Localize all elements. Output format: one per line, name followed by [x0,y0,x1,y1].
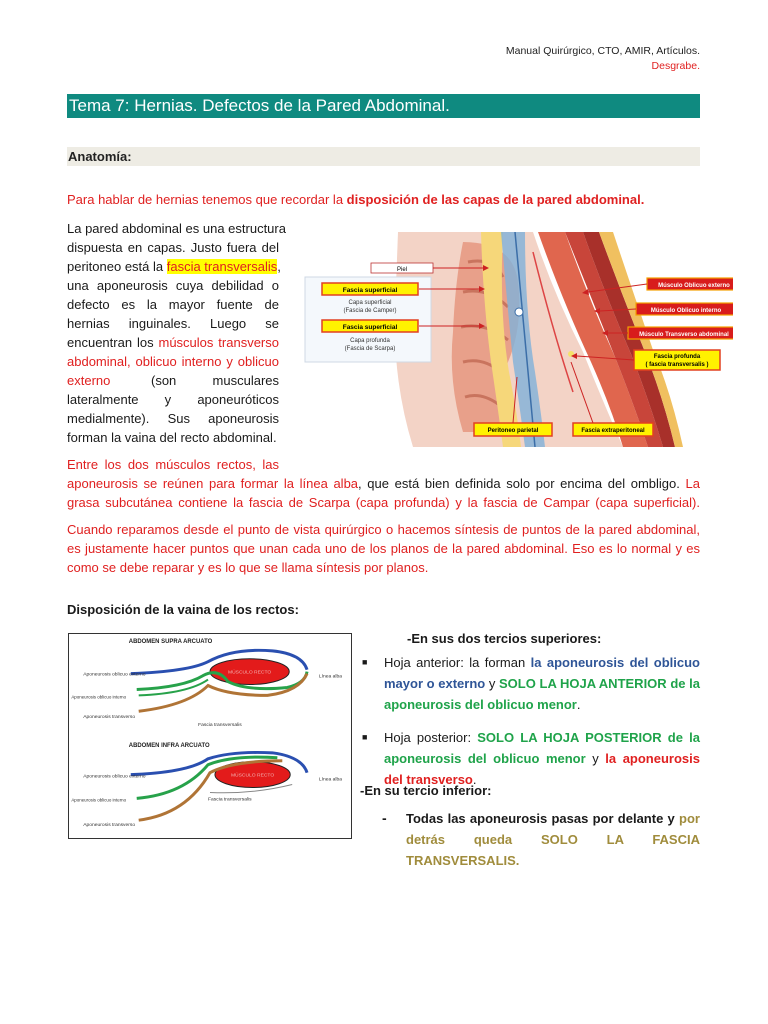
svg-text:Aponeurosis oblicuo interno: Aponeurosis oblicuo interno [71,797,127,803]
upper-thirds-heading: -En sus dos tercios superiores: [407,631,602,646]
label-musculo-recto-bottom: MÚSCULO RECTO [230,773,275,779]
svg-text:Fascia transversalis: Fascia transversalis [198,723,242,729]
svg-text:Aponeurosis transverso: Aponeurosis transverso [83,715,136,721]
svg-text:Aponeurosis transverso: Aponeurosis transverso [83,823,136,829]
intro-paragraph: Para hablar de hernias tenemos que recordar la disposición de las capas de la pared abdominal. [67,192,645,207]
paragraph-sintesis: Cuando reparamos desde el punto de vista quirúrgico o hacemos síntesis de puntos de la pared abdominal, es justamente hacer puntos que unan cada uno de los planos de la pared abdominal. Eso es lo normal y es como se debe reparar y es lo que se llama síntesis por planos. [67,522,700,575]
page-header [506,44,700,74]
svg-text:Línea alba: Línea alba [318,674,343,680]
label-fascia-superficial-2: Fascia superficial [342,324,398,331]
label-fascia-profunda: Fascia profunda [653,354,701,360]
abdominal-wall-figure [303,232,733,447]
svg-text:Capa superficial: Capa superficial [348,300,392,306]
label-fascia-superficial-1: Fascia superficial [342,287,398,294]
section-heading: Anatomía: [67,147,700,166]
rectus-sheath-figure [68,633,352,839]
label-peritoneo: Peritoneo parietal [487,428,539,434]
page-title: Tema 7: Hernias. Defectos de la Pared Abdominal. [67,94,700,118]
label-oblicuo-externo: Músculo Oblicuo externo [658,283,730,289]
svg-text:(Fascia de Scarpa): (Fascia de Scarpa) [344,346,396,352]
list-item: ■ Hoja posterior: SOLO LA HOJA POSTERIOR de la aponeurosis del oblicuo menor y la aponeurosis del transverso. [362,727,700,790]
svg-text:( fascia transversalis ): ( fascia transversalis ) [645,362,709,368]
label-musculo-recto-top: MÚSCULO RECTO [227,670,272,676]
square-bullet-icon: ■ [362,657,368,667]
dash-bullet-icon: - [382,810,387,826]
label-oblicuo-interno: Músculo Oblicuo interno [650,308,722,314]
header-source: Manual Quirúrgico, CTO, AMIR, Artículos. [505,45,700,57]
upper-bullets [362,652,700,790]
svg-text:Aponeurosis oblicuo externo: Aponeurosis oblicuo externo [83,774,146,780]
label-extraperitoneal: Fascia extraperitoneal [581,428,645,434]
list-item: - Todas las aponeurosis pasas por delante y por detrás queda SOLO LA FASCIA TRANSVERSALIS. [382,808,700,871]
paragraph-linea-alba: Entre los dos músculos rectos, las aponeurosis se reúnen para formar la línea alba, que está bien definida solo por encima del ombligo. La grasa subcutánea contiene la fascia de Scarpa (capa profunda) y la fascia de Campar (capa superficial). [67,457,700,510]
lower-bullets [382,808,700,871]
svg-text:Capa profunda: Capa profunda [350,338,390,344]
lower-third-heading: -En su tercio inferior: [360,783,492,798]
sheath-heading: Disposición de la vaina de los rectos: [67,602,299,617]
label-transverso: Músculo Transverso abdominal [639,332,729,338]
left-column-text: La pared abdominal es una estructura dispuesta en capas. Justo fuera del peritoneo está la fascia transversalis, una aponeurosis cuya debilidad o defecto es la mayor fuente de hernias inguinales. Luego se encuentran los músculos transverso abdominal, oblicuo interno y oblicuo externo (son musculares lateralmente y aponeuróticos medialmente). Sus aponeurosis forman la vaina del recto abdominal. [67,221,286,445]
svg-text:Línea alba: Línea alba [318,777,343,783]
svg-text:(Fascia de Camper): (Fascia de Camper) [343,308,397,314]
svg-text:Fascia transversalis: Fascia transversalis [208,797,252,803]
svg-text:Aponeurosis oblicuo interno: Aponeurosis oblicuo interno [71,694,127,700]
square-bullet-icon: ■ [362,732,368,742]
highlight-fascia: fascia transversalis [166,259,278,274]
label-piel: Piel [396,267,408,273]
svg-text:Aponeurosis oblicuo externo: Aponeurosis oblicuo externo [83,672,146,678]
list-item: ■ Hoja anterior: la forman la aponeurosis del oblicuo mayor o externo y SOLO LA HOJA ANTERIOR de la aponeurosis del oblicuo menor. [362,652,700,715]
header-note: Desgrabe. [651,60,700,72]
label-supra-arcuato: ABDOMEN SUPRA ARCUATO [128,638,213,645]
label-infra-arcuato: ABDOMEN INFRA ARCUATO [128,742,210,749]
